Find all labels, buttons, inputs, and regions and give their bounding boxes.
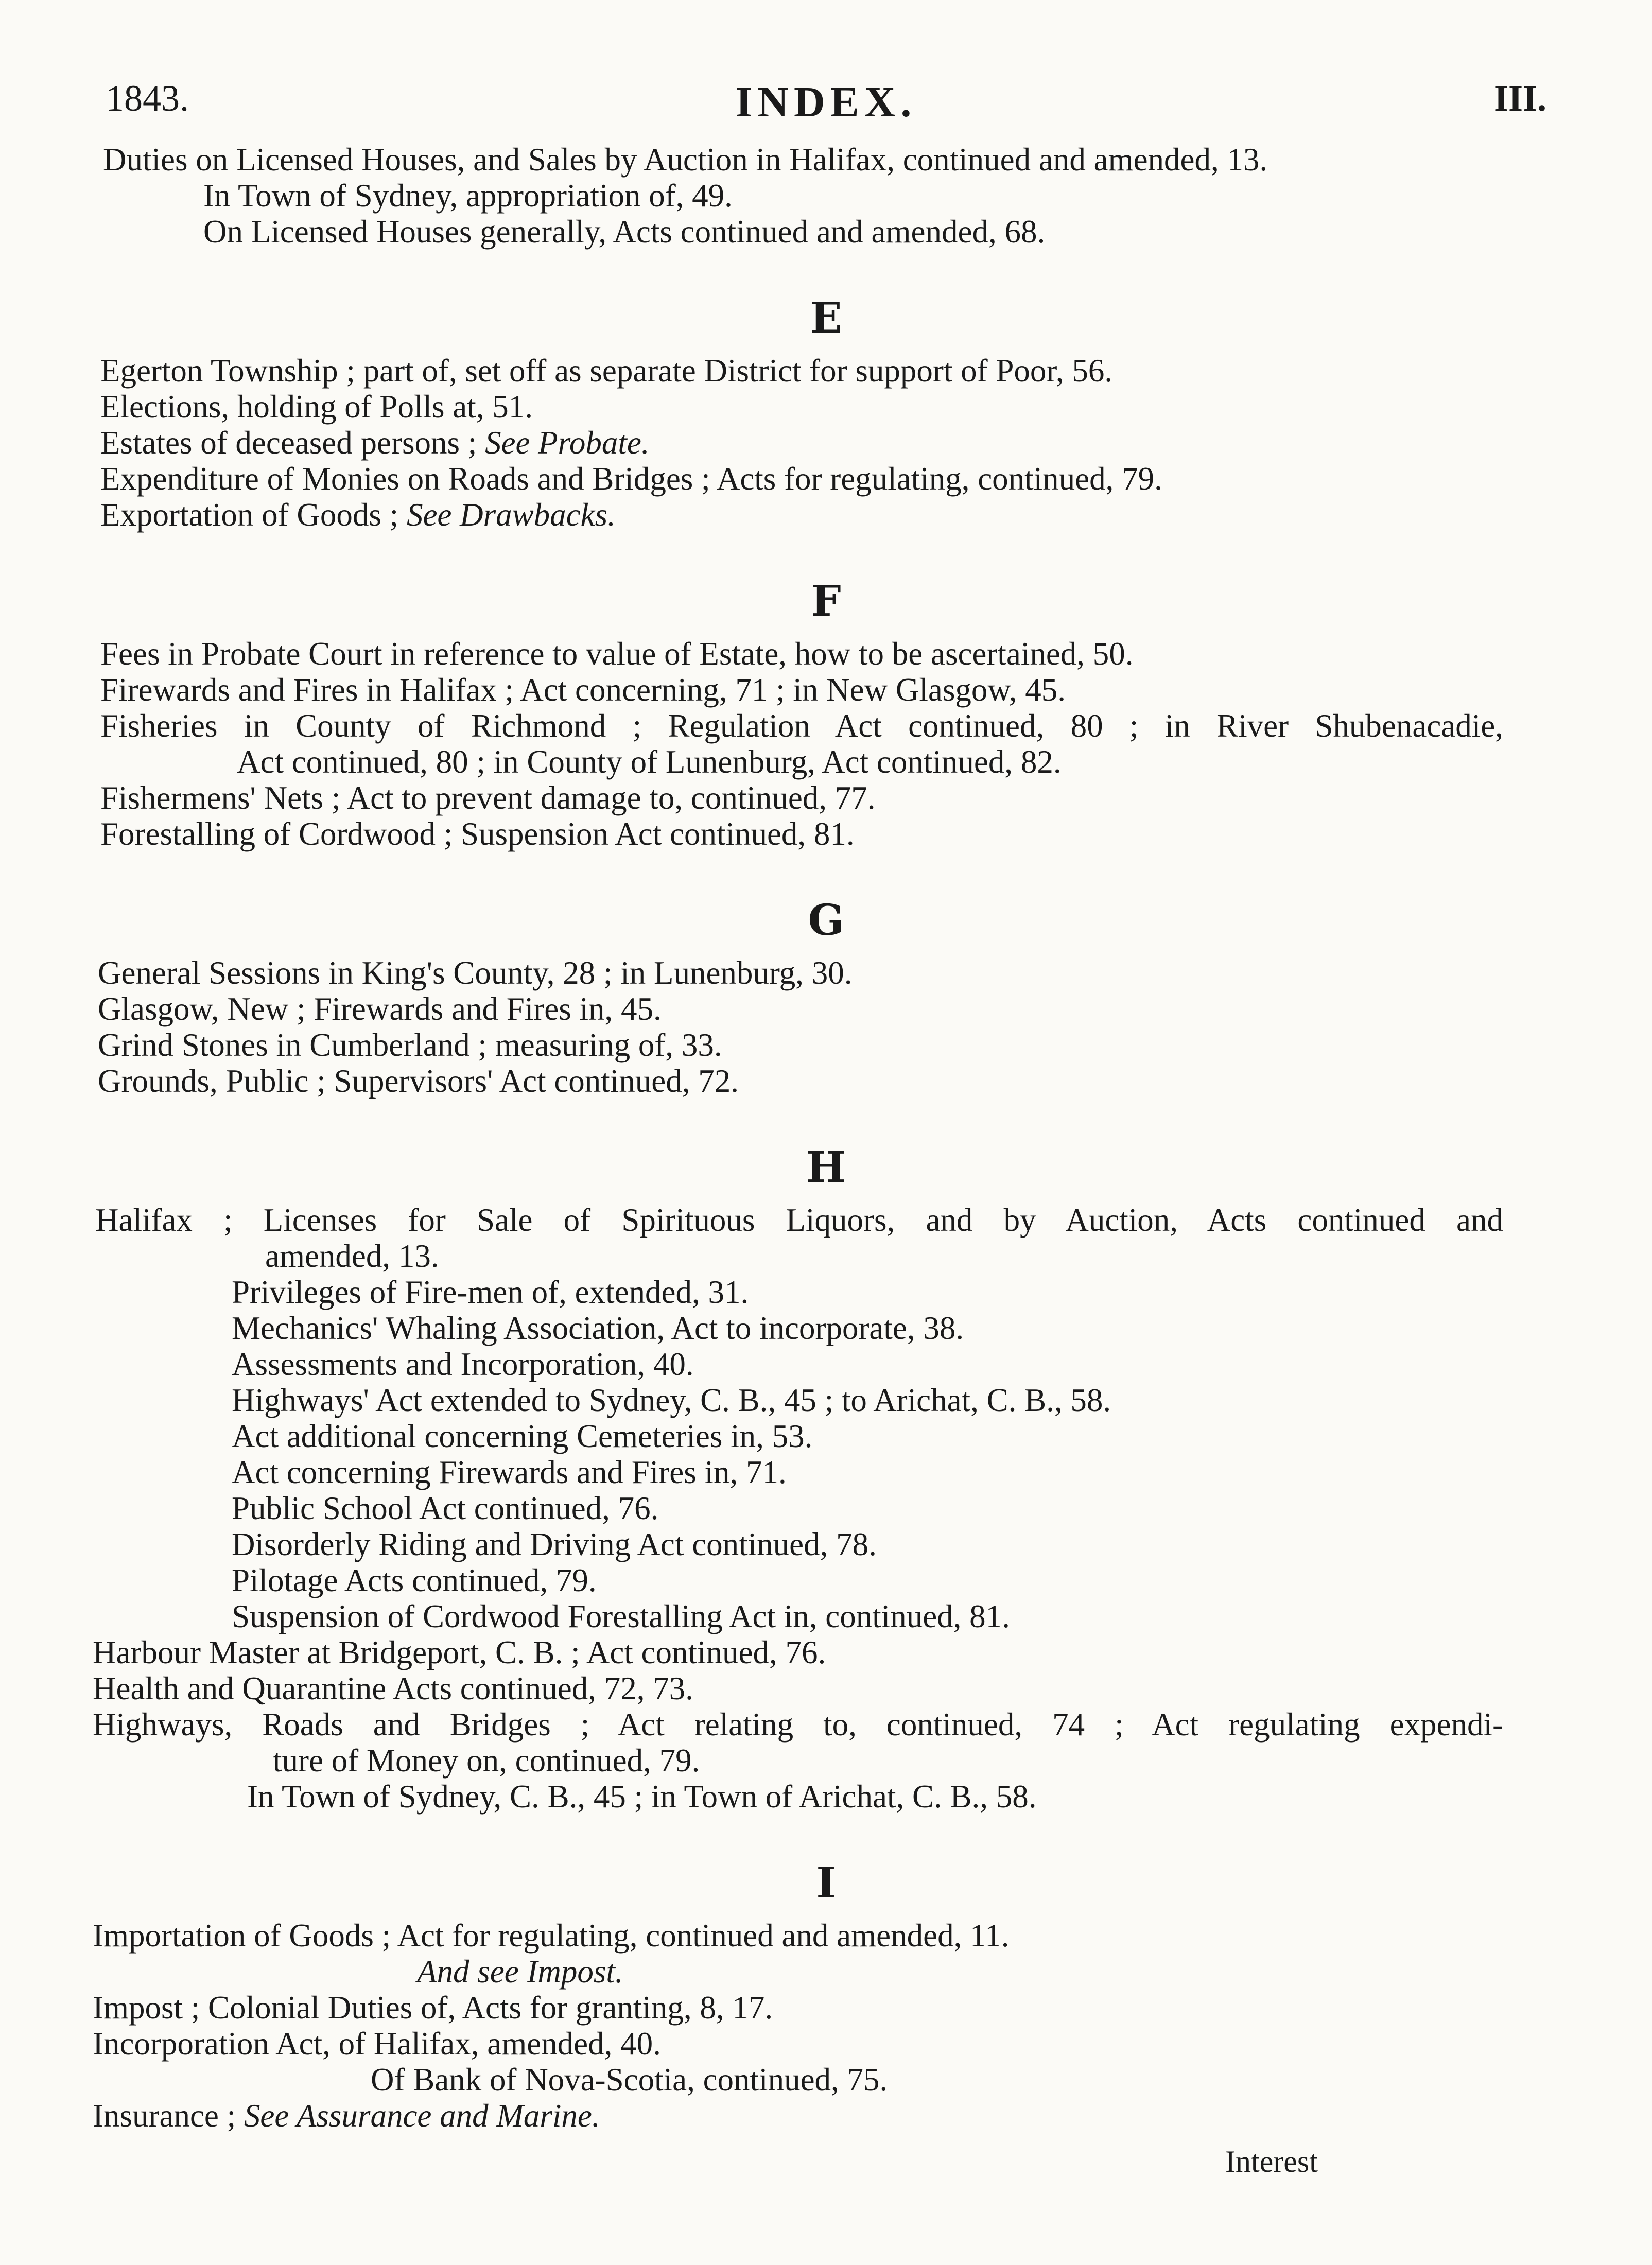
entry-text: Mechanics' Whaling Association, Act to incorporate, 38. — [232, 1310, 964, 1346]
entry-text: Fisheries in County of Richmond ; Regulation Act continued, 80 ; in River Shubenacadie, — [100, 708, 1503, 744]
catchword: Interest — [1225, 2145, 1318, 2179]
index-entry-line — [100, 425, 650, 461]
header-year: 1843. — [106, 78, 189, 119]
entry-cross-reference: See Assurance and Marine. — [244, 2098, 600, 2134]
index-entry-line — [273, 1743, 700, 1779]
entry-text: Health and Quarantine Acts continued, 72, 73. — [93, 1670, 693, 1706]
entry-text: Suspension of Cordwood Forestalling Act in, continued, 81. — [232, 1598, 1010, 1634]
index-entry-line — [98, 1027, 722, 1063]
index-entry-line — [232, 1454, 787, 1490]
section-letter: F — [811, 577, 841, 626]
index-entry-line — [100, 708, 1503, 744]
entry-text: Insurance ; — [93, 2098, 236, 2134]
entry-text: Highways' Act extended to Sydney, C. B., 45 ; to Arichat, C. B., 58. — [232, 1382, 1111, 1418]
section-letter: G — [808, 896, 844, 945]
index-entry-line — [232, 1562, 597, 1598]
index-entry-line — [232, 1274, 749, 1310]
index-entry-line — [100, 497, 616, 533]
entry-text: Halifax ; Licenses for Sale of Spirituous Liquors, and by Auction, Acts continued and — [95, 1202, 1503, 1238]
entry-text: Egerton Township ; part of, set off as separate District for support of Poor, 56. — [100, 353, 1113, 389]
entry-text: Impost ; Colonial Duties of, Acts for granting, 8, 17. — [93, 1990, 773, 2026]
index-entry-line — [247, 1779, 1037, 1815]
index-entry-line — [93, 1990, 773, 2026]
entry-text: Firewards and Fires in Halifax ; Act concerning, 71 ; in New Glasgow, 45. — [100, 672, 1066, 708]
index-entry-line — [237, 744, 1062, 780]
index-entry-line — [232, 1346, 694, 1382]
index-entry-line — [100, 636, 1134, 672]
index-entry-line — [93, 1918, 1010, 1954]
index-entry-line — [100, 353, 1112, 389]
index-entry-line — [103, 142, 1267, 178]
entry-text: General Sessions in King's County, 28 ; in Lunenburg, 30. — [98, 955, 853, 991]
index-entry-line — [232, 1598, 1010, 1634]
entry-text: Fishermens' Nets ; Act to prevent damage to, continued, 77. — [100, 780, 876, 816]
section-letter: E — [810, 293, 842, 343]
entry-text: In Town of Sydney, C. B., 45 ; in Town of Arichat, C. B., 58. — [247, 1779, 1037, 1815]
section-letter: I — [816, 1858, 836, 1908]
entry-text: Grind Stones in Cumberland ; measuring of, 33. — [98, 1027, 722, 1063]
header-page-number: III. — [1493, 78, 1546, 119]
entry-text: Importation of Goods ; Act for regulating, continued and amended, 11. — [93, 1918, 1010, 1954]
entry-text: ture of Money on, continued, 79. — [273, 1743, 700, 1779]
index-entry-line — [93, 2026, 661, 2062]
entry-cross-reference: See Drawbacks. — [406, 497, 616, 533]
index-entry-line — [203, 214, 1045, 250]
index-entry-line — [95, 1202, 1503, 1238]
entry-cross-reference: See Probate. — [485, 425, 650, 461]
index-entry-line — [232, 1310, 964, 1346]
page-header — [100, 77, 1552, 134]
section-letter: H — [806, 1143, 846, 1192]
entry-text: Incorporation Act, of Halifax, amended, 40. — [93, 2026, 661, 2062]
entry-text: Harbour Master at Bridgeport, C. B. ; Act continued, 76. — [93, 1634, 826, 1670]
entry-text: Public School Act continued, 76. — [232, 1490, 659, 1526]
index-entry-line — [232, 1490, 658, 1526]
entry-text: Act continued, 80 ; in County of Lunenburg, Act continued, 82. — [237, 744, 1062, 780]
index-entry-line — [100, 389, 533, 425]
index-entry-line — [232, 1382, 1111, 1418]
entry-text: Pilotage Acts continued, 79. — [232, 1562, 597, 1598]
entry-text: Assessments and Incorporation, 40. — [232, 1346, 694, 1382]
index-entry-line — [100, 672, 1066, 708]
index-entry-line — [98, 1063, 739, 1099]
index-entry-line — [100, 780, 876, 816]
header-title: INDEX. — [735, 78, 917, 126]
index-entry-line — [93, 1706, 1503, 1743]
entry-text: Of Bank of Nova-Scotia, continued, 75. — [371, 2062, 888, 2098]
entry-cross-reference: And see Impost. — [417, 1954, 623, 1990]
entry-text: amended, 13. — [265, 1238, 439, 1274]
entry-text: Exportation of Goods ; — [100, 497, 399, 533]
entry-text: Disorderly Riding and Driving Act continued, 78. — [232, 1526, 877, 1562]
entry-text: On Licensed Houses generally, Acts continued and amended, 68. — [203, 214, 1046, 250]
entry-text: Elections, holding of Polls at, 51. — [100, 389, 533, 425]
index-entry-line — [265, 1238, 439, 1274]
index-entry-line — [203, 178, 733, 214]
index-entry-line — [371, 2062, 888, 2098]
index-entry-line — [98, 991, 662, 1027]
entry-text: Grounds, Public ; Supervisors' Act continued, 72. — [98, 1063, 739, 1099]
index-entry-line — [232, 1418, 812, 1454]
index-entry-line — [100, 461, 1162, 497]
entry-text: Estates of deceased persons ; — [100, 425, 477, 461]
index-entry-line — [100, 816, 855, 852]
entry-text: Duties on Licensed Houses, and Sales by Auction in Halifax, continued and amended, 13. — [103, 142, 1268, 178]
entry-text: Privileges of Fire-men of, extended, 31. — [232, 1274, 749, 1310]
index-entry-line — [93, 1670, 693, 1706]
index-entry-line — [232, 1526, 877, 1562]
entry-text: Glasgow, New ; Firewards and Fires in, 45. — [98, 991, 662, 1027]
entry-text: Highways, Roads and Bridges ; Act relating to, continued, 74 ; Act regulating expendi- — [93, 1706, 1503, 1743]
entry-text: Forestalling of Cordwood ; Suspension Act continued, 81. — [100, 816, 855, 852]
index-entry-line — [93, 1634, 826, 1670]
entry-text: Act additional concerning Cemeteries in, 53. — [232, 1418, 813, 1454]
entry-text: Fees in Probate Court in reference to value of Estate, how to be ascertained, 50. — [100, 636, 1134, 672]
index-entry-line — [93, 2098, 600, 2134]
entry-text: In Town of Sydney, appropriation of, 49. — [203, 178, 733, 214]
index-entry-line — [417, 1954, 623, 1990]
index-entry-line — [98, 955, 853, 991]
entry-text: Expenditure of Monies on Roads and Bridges ; Acts for regulating, continued, 79. — [100, 461, 1162, 497]
entry-text: Act concerning Firewards and Fires in, 71. — [232, 1454, 787, 1490]
